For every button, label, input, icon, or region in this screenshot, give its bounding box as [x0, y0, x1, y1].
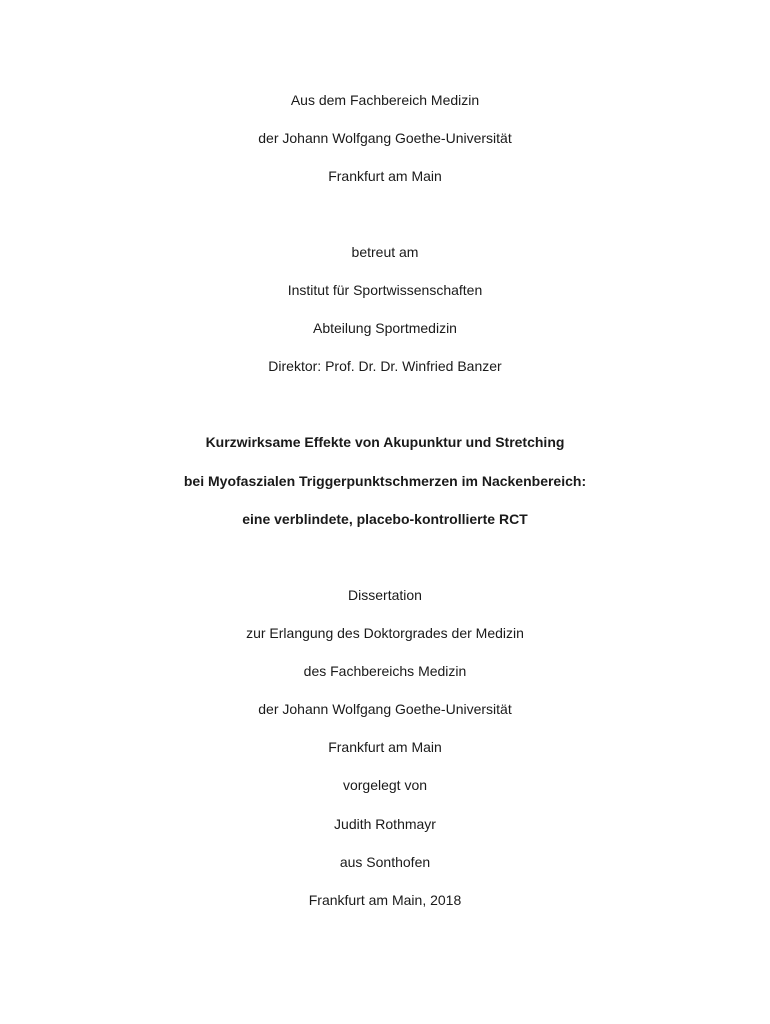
city-line: Frankfurt am Main — [328, 168, 442, 184]
thesis-title-line-3: eine verblindete, placebo-kontrollierte RCT — [242, 511, 528, 527]
director-line: Direktor: Prof. Dr. Dr. Winfried Banzer — [268, 358, 502, 374]
institute-name: Institut für Sportwissenschaften — [287, 282, 483, 298]
faculty-of-medicine-line: des Fachbereichs Medizin — [303, 663, 467, 679]
university-line: der Johann Wolfgang Goethe-Universität — [258, 130, 512, 146]
place-and-date: Frankfurt am Main, 2018 — [308, 892, 462, 908]
dissertation-city-line: Frankfurt am Main — [328, 739, 442, 755]
author-origin: aus Sonthofen — [339, 854, 431, 870]
author-name: Judith Rothmayr — [334, 816, 436, 832]
purpose-line: zur Erlangung des Doktorgrades der Medizin — [246, 625, 524, 641]
faculty-line: Aus dem Fachbereich Medizin — [290, 92, 480, 108]
thesis-title-line-2: bei Myofaszialen Triggerpunktschmerzen im Nackenbereich: — [183, 473, 587, 489]
department-name: Abteilung Sportmedizin — [313, 320, 457, 336]
dissertation-university-line: der Johann Wolfgang Goethe-Universität — [258, 701, 512, 717]
thesis-title-line-1: Kurzwirksame Effekte von Akupunktur und Stretching — [205, 434, 565, 450]
supervised-at-line: betreut am — [351, 244, 419, 260]
dissertation-label: Dissertation — [348, 587, 422, 603]
presented-by-line: vorgelegt von — [342, 777, 428, 793]
